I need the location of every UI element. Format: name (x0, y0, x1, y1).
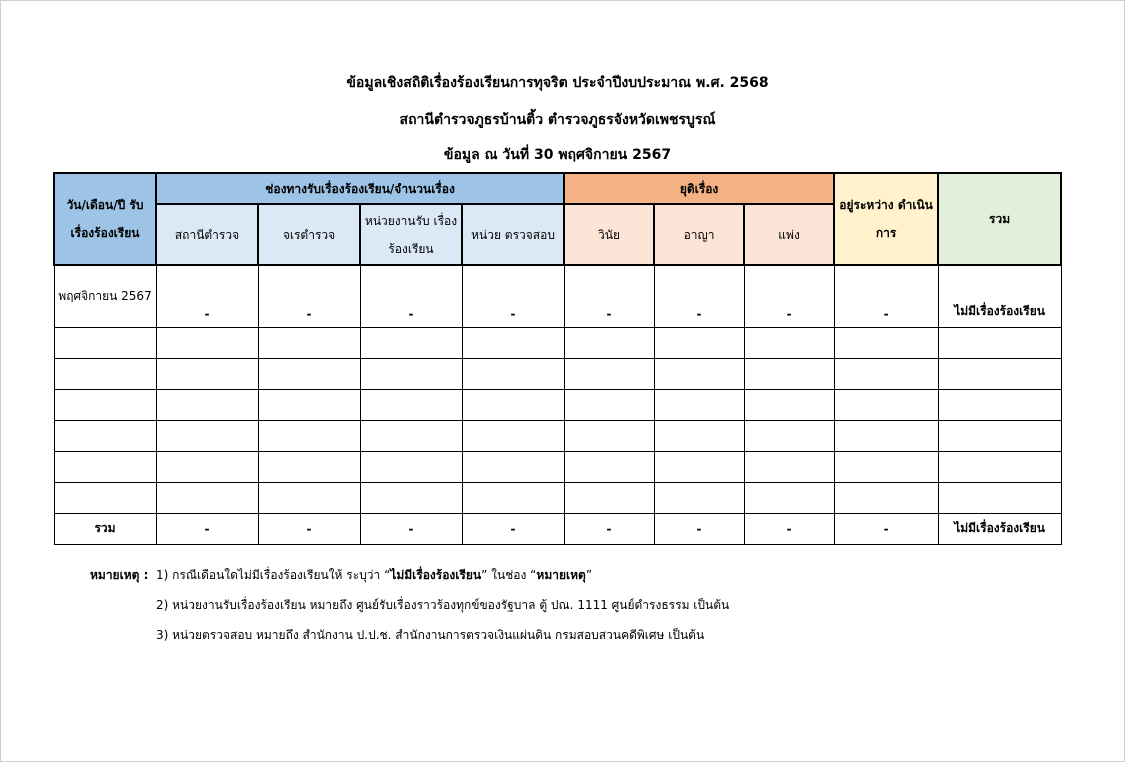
table-row-empty (54, 420, 1061, 451)
header-ended-civil: แพ่ง (744, 204, 834, 265)
row-month-value: - (360, 265, 462, 327)
row-month-value: - (654, 265, 744, 327)
header-channel-inspector-general: จเรตำรวจ (258, 204, 360, 265)
row-total-value: - (654, 513, 744, 544)
header-channels-group: ช่องทางรับเรื่องร้องเรียน/จำนวนเรื่อง (156, 173, 564, 204)
row-month-value: - (744, 265, 834, 327)
row-month-value: - (462, 265, 564, 327)
table-row-empty (54, 482, 1061, 513)
notes-label: หมายเหตุ : (90, 568, 149, 582)
header-date-received: วัน/เดือน/ปี รับเรื่องร้องเรียน (54, 173, 156, 265)
complaint-stats-table (53, 172, 1062, 545)
table-row-empty (54, 327, 1061, 358)
table-row-empty (54, 358, 1061, 389)
row-month-value: - (156, 265, 258, 327)
row-total-label: รวม (54, 513, 156, 544)
station-name: สถานีตำรวจภูธรบ้านติ้ว ตำรวจภูธรจังหวัดเพชรบูรณ์ (399, 112, 716, 128)
table-row-total (54, 513, 1061, 544)
note-1 (90, 560, 729, 590)
row-total-value: - (360, 513, 462, 544)
row-month-total: ไม่มีเรื่องร้องเรียน (938, 265, 1061, 327)
row-total-value: - (258, 513, 360, 544)
table-row-empty (54, 451, 1061, 482)
row-total-value: - (744, 513, 834, 544)
row-month-value: - (564, 265, 654, 327)
header-channel-audit-agency: หน่วย ตรวจสอบ (462, 204, 564, 265)
row-month-value: - (258, 265, 360, 327)
as-of-date: ข้อมูล ณ วันที่ 30 พฤศจิกายน 2567 (443, 147, 672, 163)
note-3-text: 3) หน่วยตรวจสอบ หมายถึง สำนักงาน ป.ป.ช. สำนักงานการตรวจเงินแผ่นดิน กรมสอบสวนคดีพิเศษ เป็นต้น (156, 628, 705, 642)
header-in-progress: อยู่ระหว่าง ดำเนินการ (834, 173, 938, 265)
report-title: ข้อมูลเชิงสถิติเรื่องร้องเรียนการทุจริต ประจำปีงบประมาณ พ.ศ. 2568 (346, 75, 769, 91)
header-total: รวม (938, 173, 1061, 265)
note-1-text: 1) กรณีเดือนใดไม่มีเรื่องร้องเรียนให้ ระบุว่า “ไม่มีเรื่องร้องเรียน” ในช่อง “หมายเหตุ” (156, 568, 593, 582)
header-channel-police-station: สถานีตำรวจ (156, 204, 258, 265)
row-total-value: - (462, 513, 564, 544)
row-total-total: ไม่มีเรื่องร้องเรียน (938, 513, 1061, 544)
table-row-empty (54, 389, 1061, 420)
note-2-text: 2) หน่วยงานรับเรื่องร้องเรียน หมายถึง ศูนย์รับเรื่องราวร้องทุกข์ของรัฐบาล ตู้ ปณ. 1111 ศูนย์ดำรงธรรม เป็นต้น (156, 598, 730, 612)
row-total-value: - (564, 513, 654, 544)
row-month-value: - (834, 265, 938, 327)
note-3 (90, 620, 729, 650)
row-total-value: - (834, 513, 938, 544)
table-row-month (54, 265, 1061, 327)
header-ended-criminal: อาญา (654, 204, 744, 265)
header-ended-group: ยุติเรื่อง (564, 173, 834, 204)
header-channel-complaint-agency: หน่วยงานรับ เรื่องร้องเรียน (360, 204, 462, 265)
header-ended-discipline: วินัย (564, 204, 654, 265)
note-2 (90, 590, 729, 620)
notes-section (90, 560, 729, 650)
row-total-value: - (156, 513, 258, 544)
row-month-label: พฤศจิกายน 2567 (54, 265, 156, 327)
